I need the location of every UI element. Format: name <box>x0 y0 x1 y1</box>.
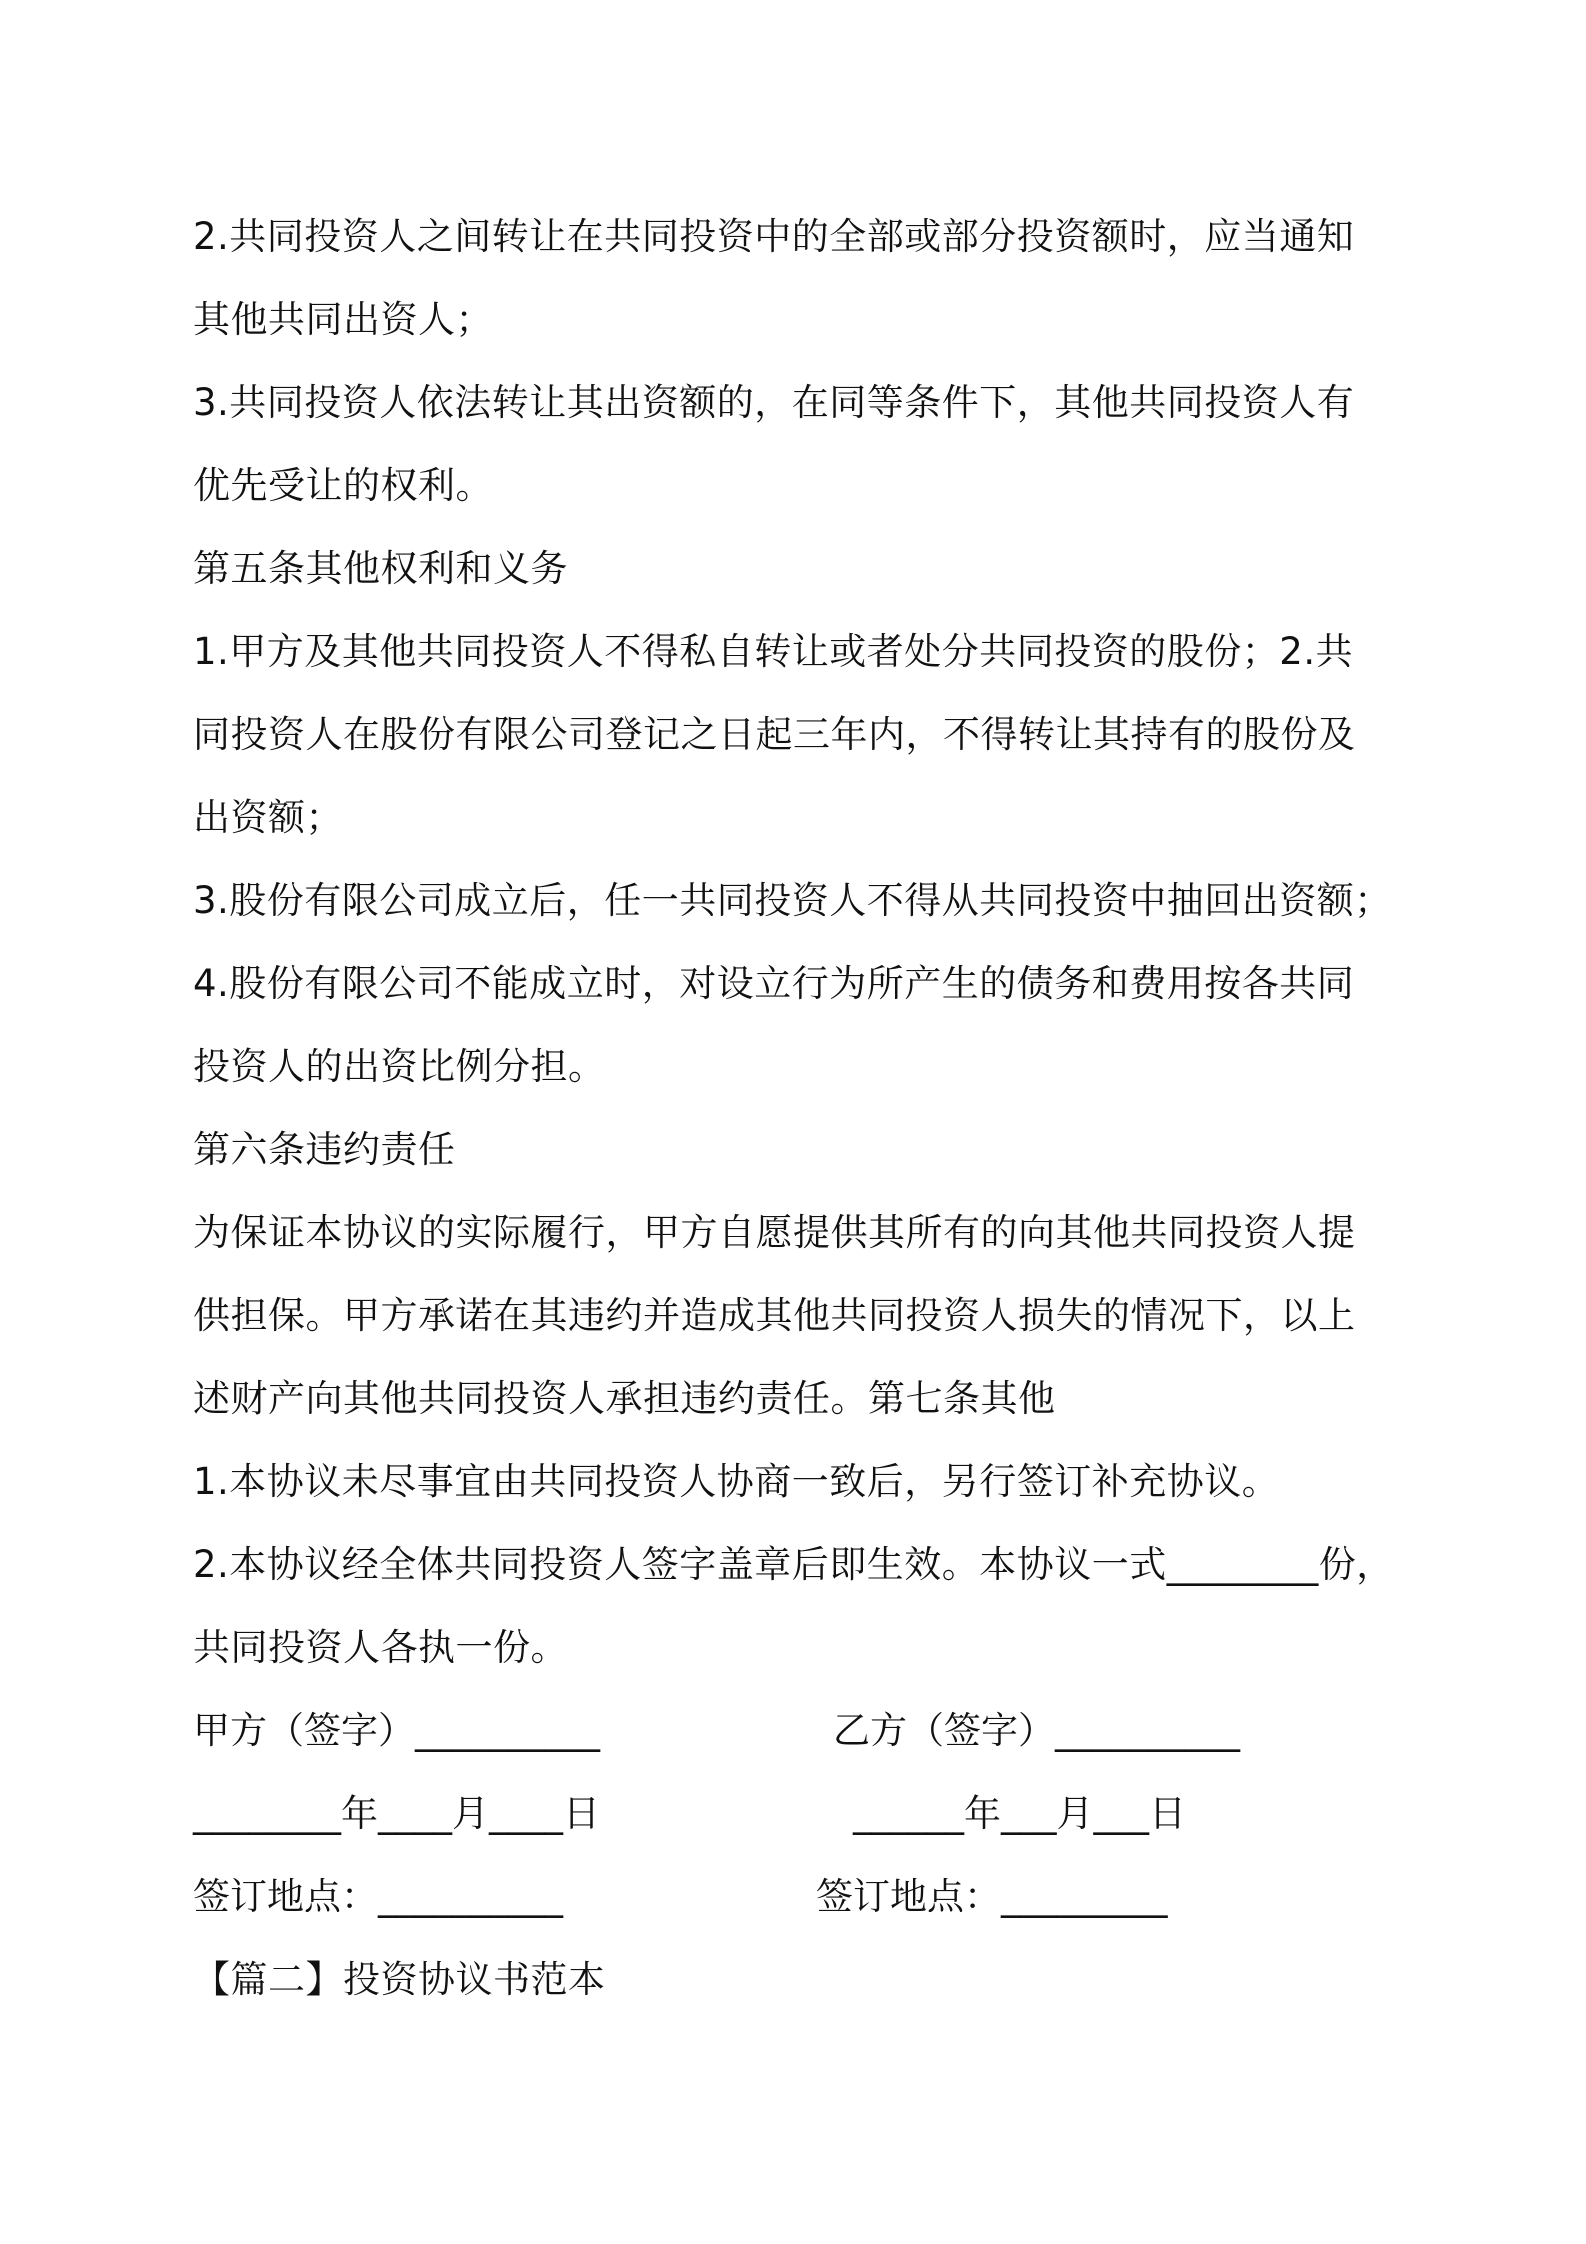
text-line-14: 供担保。甲方承诺在其违约并造成其他共同投资人损失的情况下，以上 <box>193 1294 1356 1337</box>
text-line-8: 出资额； <box>193 796 343 839</box>
text-line-17: 2.本协议经全体共同投资人签字盖章后即生效。本协议一式________份， <box>193 1543 1394 1586</box>
article-5-heading: 第五条其他权利和义务 <box>193 547 568 590</box>
text-line-10: 4.股份有限公司不能成立时，对设立行为所产生的债务和费用按各共同 <box>193 962 1355 1005</box>
article-6-heading: 第六条违约责任 <box>193 1128 456 1171</box>
signature-row <box>193 1689 1393 1772</box>
text-line-3: 3.共同投资人依法转让其出资额的，在同等条件下，其他共同投资人有 <box>193 381 1355 424</box>
text-line-4: 优先受让的权利。 <box>193 464 493 507</box>
text-line-15: 述财产向其他共同投资人承担违约责任。第七条其他 <box>193 1377 1056 1420</box>
document-body <box>193 195 1393 2021</box>
party-a-date-field: ________年____月____日 <box>193 1792 600 1835</box>
text-line-7: 同投资人在股份有限公司登记之日起三年内，不得转让其持有的股份及 <box>193 713 1356 756</box>
text-line-11: 投资人的出资比例分担。 <box>193 1045 606 1088</box>
text-line-1: 2.共同投资人之间转让在共同投资中的全部或部分投资额时，应当通知 <box>193 215 1355 258</box>
party-b-date-field: ______年___月___日 <box>853 1792 1186 1835</box>
text-line-2: 其他共同出资人； <box>193 298 493 341</box>
text-line-6: 1.甲方及其他共同投资人不得私自转让或者处分共同投资的股份；2.共 <box>193 630 1354 673</box>
party-a-signature-field: 甲方（签字）__________ <box>193 1709 600 1752</box>
party-a-place-field: 签订地点：__________ <box>193 1875 563 1918</box>
party-b-place-field: 签订地点：_________ <box>816 1875 1168 1918</box>
place-row <box>193 1855 1393 1938</box>
text-line-16: 1.本协议未尽事宜由共同投资人协商一致后，另行签订补充协议。 <box>193 1460 1280 1503</box>
date-row <box>193 1772 1393 1855</box>
text-line-18: 共同投资人各执一份。 <box>193 1626 568 1669</box>
text-line-9: 3.股份有限公司成立后，任一共同投资人不得从共同投资中抽回出资额； <box>193 879 1392 922</box>
party-b-signature-field: 乙方（签字）__________ <box>833 1709 1240 1752</box>
section-heading: 【篇二】投资协议书范本 <box>193 1958 606 2001</box>
text-line-13: 为保证本协议的实际履行，甲方自愿提供其所有的向其他共同投资人提 <box>193 1211 1356 1254</box>
